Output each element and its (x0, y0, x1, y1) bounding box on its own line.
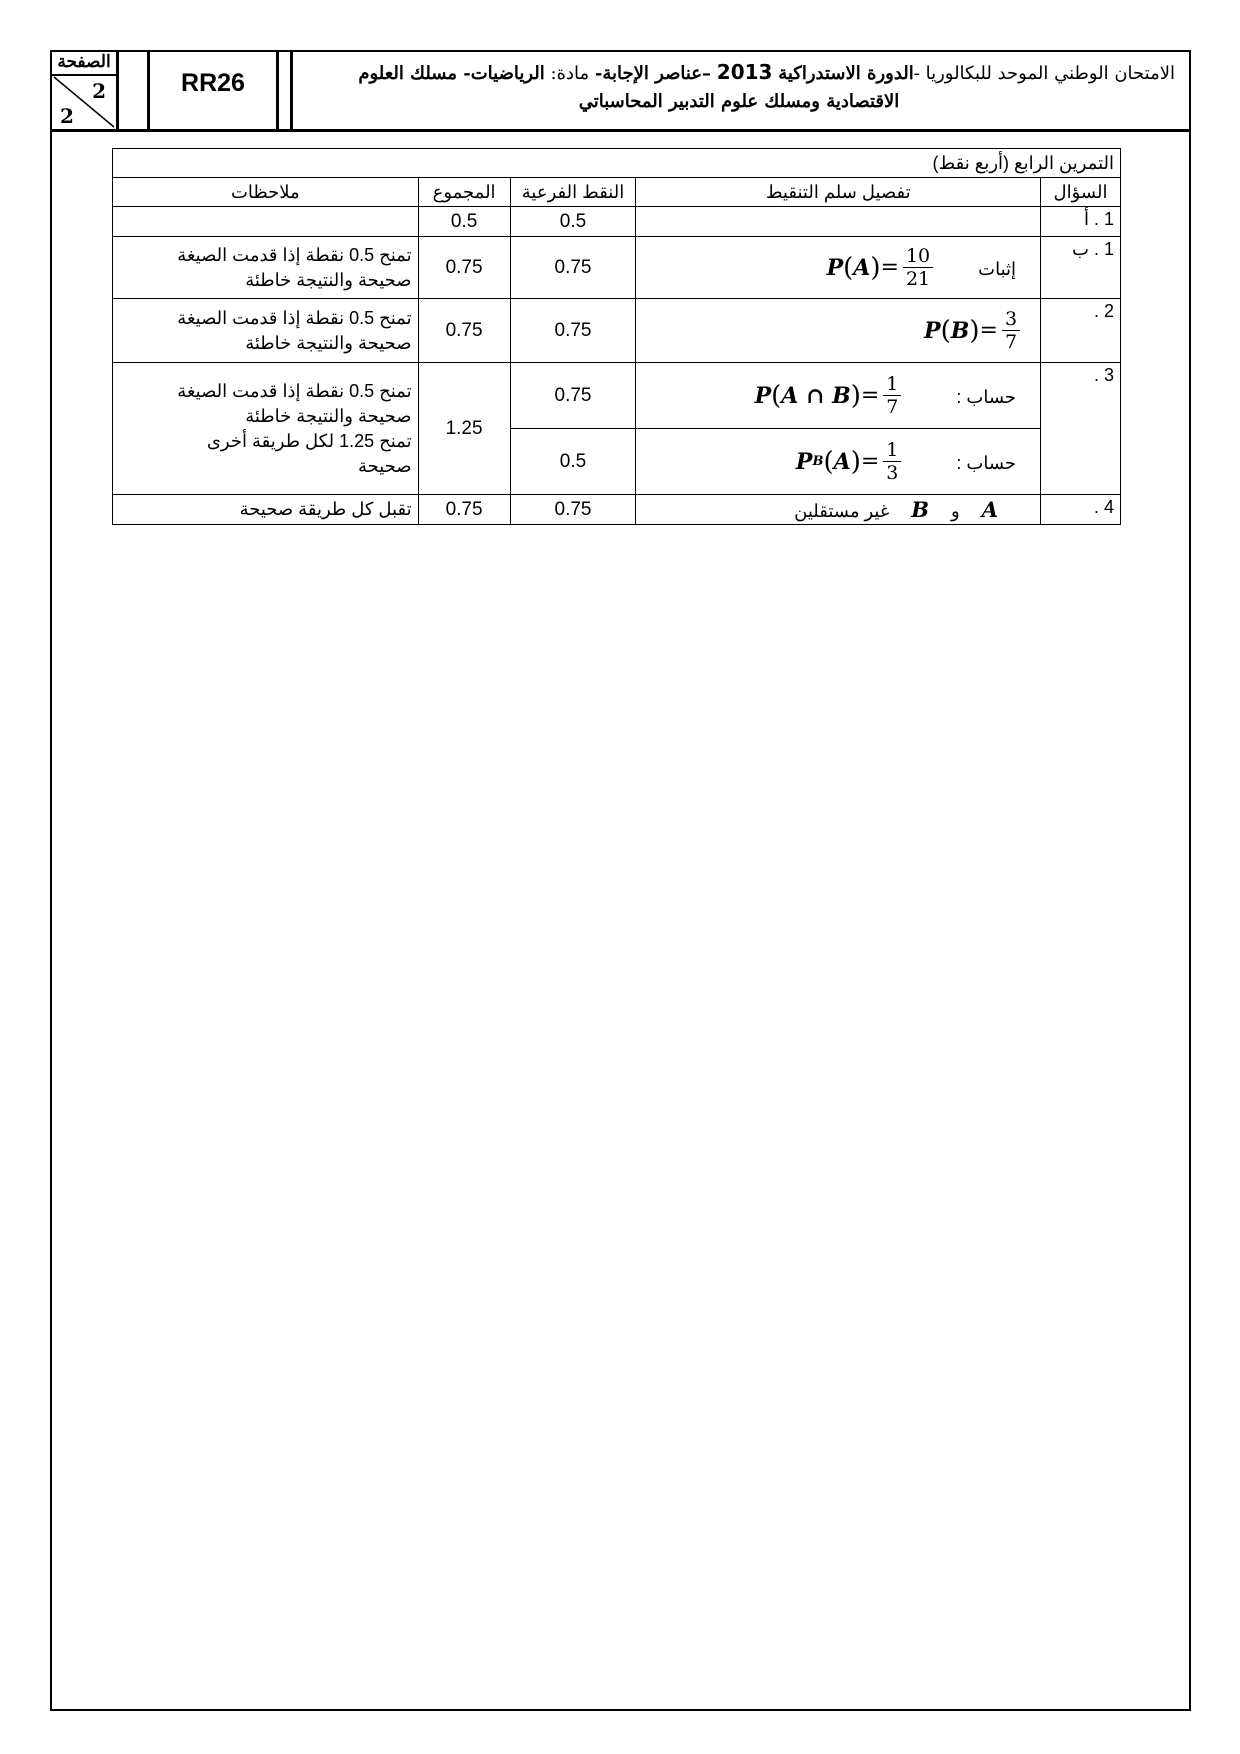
header-notes: ملاحظات (113, 178, 419, 207)
total-cell: 0.75 (418, 495, 510, 525)
independence-text: غير مستقلين (794, 501, 890, 521)
detail-cell (636, 207, 1041, 237)
math-function: P (924, 317, 941, 344)
notes-line: صحيحة والنتيجة خاطئة (245, 332, 412, 353)
header-sub-points: النقط الفرعية (510, 178, 636, 207)
total-cell: 0.75 (418, 237, 510, 299)
sub-points-cell: 0.5 (510, 429, 636, 495)
header-total: المجموع (418, 178, 510, 207)
table-row (113, 299, 1121, 363)
notes-line: صحيحة والنتيجة خاطئة (245, 269, 412, 290)
question-cell: 2 . (1041, 299, 1121, 363)
math-function: P (826, 254, 844, 281)
notes-line: صحيحة (357, 455, 412, 476)
exam-code-box (147, 52, 279, 129)
question-cell: 3 . (1041, 363, 1121, 495)
fraction (1002, 308, 1020, 353)
probability-formula: P ( B ) = $\frac{3}{7}$ (924, 308, 1020, 353)
title-exam-name: الامتحان الوطني الموحد للبكالوريا - (913, 63, 1175, 84)
notes-cell: تقبل كل طريقة صحيحة (113, 495, 419, 525)
sub-points-cell: 0.75 (510, 495, 636, 525)
table-row (113, 363, 1121, 429)
notes-line: تمنح 0.5 نقطة إذا قدمت الصيغة (177, 244, 412, 265)
math-argument: A ∩ B (781, 382, 851, 409)
fraction-numerator: 1 (883, 373, 901, 396)
exercise-title: التمرين الرابع (أربع نقط) (113, 149, 1121, 178)
detail-cell (636, 299, 1041, 363)
notes-cell (113, 299, 419, 363)
notes-cell (113, 363, 419, 495)
event-a: A (981, 497, 999, 522)
detail-label: حساب : (956, 386, 1017, 407)
detail-cell (636, 495, 1041, 525)
notes-line: صحيحة والنتيجة خاطئة (245, 405, 412, 426)
title-session: الدورة الاستدراكية (778, 63, 914, 84)
sub-points-cell: 0.5 (510, 207, 636, 237)
math-function: P (795, 448, 813, 475)
detail-cell (636, 363, 1041, 429)
fraction-denominator: 7 (1004, 331, 1018, 353)
page-label: الصفحة (52, 52, 116, 76)
table-header-row (113, 178, 1121, 207)
detail-cell (636, 429, 1041, 495)
total-cell: 0.5 (418, 207, 510, 237)
grading-table (112, 148, 1121, 525)
fraction-numerator: 3 (1002, 308, 1020, 331)
probability-formula: P ( A ) = $\frac{10}{21}$ (827, 245, 934, 290)
math-subscript: B (812, 454, 824, 469)
sub-points-cell: 0.75 (510, 299, 636, 363)
question-cell: 4 . (1041, 495, 1121, 525)
fraction-numerator: 1 (883, 439, 901, 462)
total-cell: 1.25 (418, 363, 510, 495)
table-row (113, 495, 1121, 525)
fraction (883, 439, 901, 484)
notes-line: تمنح 0.5 نقطة إذا قدمت الصيغة (177, 307, 412, 328)
sub-points-cell: 0.75 (510, 237, 636, 299)
page-current: 2 (92, 79, 106, 103)
header-question: السؤال (1041, 178, 1121, 207)
notes-cell (113, 207, 419, 237)
exam-header (52, 52, 1189, 132)
total-cell: 0.75 (418, 299, 510, 363)
math-argument: A (853, 254, 871, 281)
math-argument: A (833, 448, 851, 475)
detail-label: حساب : (956, 452, 1017, 473)
fraction-numerator: 10 (903, 245, 933, 268)
detail-label: إثبات (978, 258, 1017, 279)
fraction (903, 245, 933, 290)
conjunction: و (951, 501, 960, 521)
probability-formula: P B ( A ) = $\frac{1}{3}$ (796, 439, 901, 484)
notes-line: تمنح 0.5 نقطة إذا قدمت الصيغة (177, 380, 412, 401)
notes-line: تمنح 1.25 لكل طريقة أخرى (206, 430, 412, 451)
fraction-denominator: 3 (886, 462, 899, 484)
exam-title (290, 52, 1189, 129)
exam-code: RR26 (181, 69, 245, 97)
event-b: B (911, 497, 930, 522)
header-detail: تفصيل سلم التنقيط (636, 178, 1041, 207)
title-answer-keys: –عناصر الإجابة- (594, 63, 712, 84)
fraction-denominator: 21 (905, 268, 931, 290)
fraction (883, 373, 901, 418)
title-subject: الرياضيات- مسلك العلوم (358, 63, 545, 84)
detail-cell (636, 237, 1041, 299)
title-line-1 (303, 58, 1175, 88)
math-function: P (754, 382, 772, 409)
fraction-denominator: 7 (886, 396, 899, 418)
title-year: 2013 (716, 60, 773, 84)
notes-cell (113, 237, 419, 299)
math-argument: B (950, 317, 970, 344)
probability-formula: P ( A ∩ B ) = $\frac{1}{7}$ (755, 373, 902, 418)
page-number-box (52, 52, 119, 129)
title-line-2: الاقتصادية ومسلك علوم التدبير المحاسباتي (578, 91, 900, 112)
table-row (113, 207, 1121, 237)
title-subject-label: مادة: (550, 63, 590, 84)
sub-points-cell: 0.75 (510, 363, 636, 429)
question-cell: 1 . أ (1041, 207, 1121, 237)
table-row (113, 237, 1121, 299)
question-cell: 1 . ب (1041, 237, 1121, 299)
page-total: 2 (60, 104, 74, 128)
